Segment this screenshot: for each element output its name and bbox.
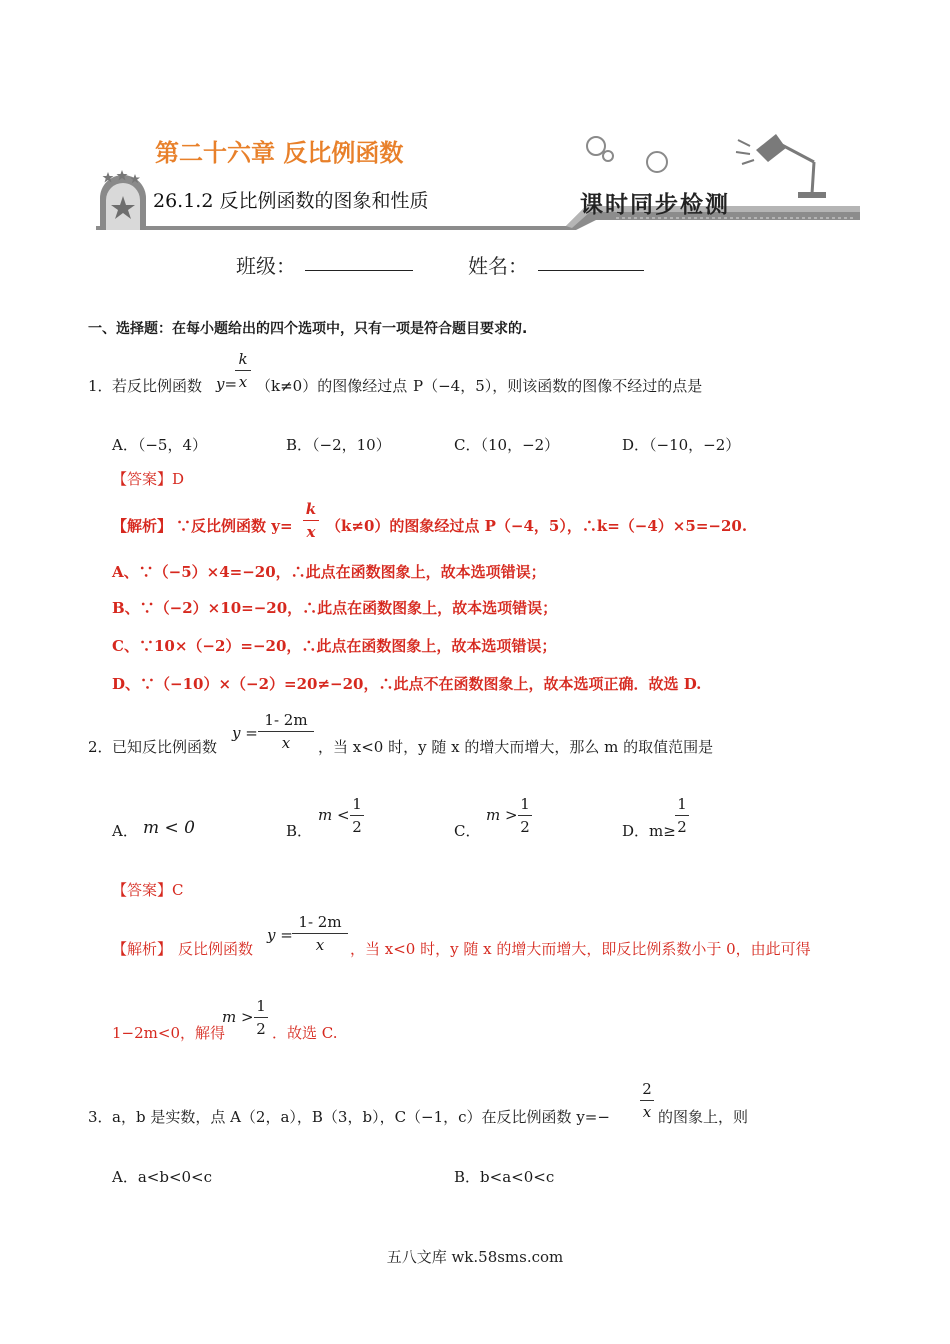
q2-option-d-frac-den: 2 xyxy=(677,818,687,836)
q2-option-c-fraction xyxy=(518,795,532,836)
q3-text: a，b 是实数，点 A（2，a），B（3，b），C（−1，c）在反比例函数 y=− xyxy=(112,1108,610,1126)
q1-analysis-label: 【解析】 xyxy=(112,517,173,535)
q2-analysis-y: y = xyxy=(267,926,293,944)
q2-option-b-expr[interactable]: m < xyxy=(318,806,350,824)
q2-analysis-half xyxy=(254,997,268,1038)
q1-option-d[interactable]: D．（−10，−2） xyxy=(622,436,741,454)
q1-option-c[interactable]: C．（10，−2） xyxy=(454,436,560,454)
q1-option-b[interactable]: B．（−2，10） xyxy=(286,436,391,454)
q2-y: y = xyxy=(232,724,258,742)
q3-frac-den: x xyxy=(642,1103,652,1121)
q2-option-c-expr[interactable]: m > xyxy=(486,806,518,824)
q3-number: 3． xyxy=(88,1108,113,1126)
q1-point: P（−4，5），则该函数的图像不经过的点是 xyxy=(413,377,703,395)
q1-analysis-line-b: B、∵（−2）×10=−20，∴此点在函数图象上，故本选项错误； xyxy=(112,599,558,617)
q1-frac-num: k xyxy=(238,350,248,368)
q2-analysis-prefix: 反比例函数 xyxy=(178,940,254,958)
q1-fraction xyxy=(235,350,251,391)
q3-option-a[interactable]: A．a<b<0<c xyxy=(112,1168,213,1186)
chapter-title: 第二十六章 反比例函数 xyxy=(155,139,404,167)
q1-analysis-frac-den: x xyxy=(306,523,316,541)
q2-option-b-frac-num: 1 xyxy=(352,795,362,813)
q1-option-a[interactable]: A．（−5，4） xyxy=(112,436,207,454)
q2-frac-num: 1- 2m xyxy=(264,711,308,729)
q1-answer: 【答案】D xyxy=(112,470,185,488)
q1-analysis-text: （k≠0）的图象经过点 P（−4，5），∴k=（−4）×5=−20. xyxy=(326,517,748,535)
q2-answer: 【答案】C xyxy=(112,881,184,899)
footer-watermark: 五八文库 wk.58sms.com xyxy=(386,1248,564,1266)
q3-fraction xyxy=(640,1080,654,1121)
q1-analysis-line-c: C、∵10×（−2）=−20，∴此点在函数图象上，故本选项错误； xyxy=(112,637,557,655)
q2-option-c-frac-den: 2 xyxy=(520,818,530,836)
q2-text: ，当 x<0 时，y 随 x 的增大而增大，那么 m 的取值范围是 xyxy=(318,738,714,756)
q2-analysis-text: ，当 x<0 时，y 随 x 的增大而增大，即反比例系数小于 0，由此可得 xyxy=(350,940,811,958)
q2-option-b-label[interactable]: B． xyxy=(286,822,313,840)
q1-number: 1． xyxy=(88,377,113,395)
q2-prefix: 已知反比例函数 xyxy=(112,738,218,756)
q3-frac-num: 2 xyxy=(642,1080,652,1098)
q2-option-b-fraction xyxy=(350,795,364,836)
section-title: 26.1.2 反比例函数的图象和性质 xyxy=(153,190,429,212)
part-heading: 一、选择题：在每小题给出的四个选项中，只有一项是符合题目要求的. xyxy=(88,321,528,337)
small-stars-icon xyxy=(102,170,142,188)
q2-analysis-frac-num: 1- 2m xyxy=(298,913,342,931)
q2-option-c-frac-num: 1 xyxy=(520,795,530,813)
q1-condition: （k≠0）的图像经过点 xyxy=(256,377,408,395)
sync-title: 课时同步检测 xyxy=(580,191,730,218)
q2-option-a-expr[interactable]: m < 0 xyxy=(143,818,195,838)
q2-analysis-m: m > xyxy=(222,1008,254,1026)
q2-option-d-frac-num: 1 xyxy=(677,795,687,813)
q1-analysis-frac-num: k xyxy=(305,500,317,518)
q2-number: 2． xyxy=(88,738,113,756)
q2-analysis-conclusion: ．故选 C. xyxy=(272,1024,338,1042)
q1-analysis-line-d: D、∵（−10）×（−2）=20≠−20，∴此点不在函数图象上，故本选项正确．故选 D. xyxy=(112,675,702,693)
q2-option-d-label[interactable]: D．m≥ xyxy=(622,822,676,840)
q2-analysis-label: 【解析】 xyxy=(112,940,173,958)
q1-analysis-fraction xyxy=(303,500,319,541)
q1-analysis-prefix: ∵反比例函数 y= xyxy=(176,517,293,535)
q1-frac-den: x xyxy=(238,373,248,391)
q2-frac-den: x xyxy=(281,734,291,752)
q2-analysis-frac-den: x xyxy=(315,936,325,954)
desk-lamp-icon xyxy=(732,126,842,208)
class-field[interactable] xyxy=(305,270,413,271)
q2-analysis-line2: 1−2m<0，解得 xyxy=(112,1024,225,1042)
q2-analysis-fraction xyxy=(292,913,348,954)
q2-option-b-frac-den: 2 xyxy=(352,818,362,836)
bubbles-decoration-icon xyxy=(582,134,672,180)
q2-analysis-half-den: 2 xyxy=(256,1020,266,1038)
class-label: 班级： xyxy=(236,254,296,278)
q2-analysis-half-num: 1 xyxy=(256,997,266,1015)
q2-option-c-label[interactable]: C． xyxy=(454,822,481,840)
q3-option-b[interactable]: B．b<a<0<c xyxy=(454,1168,555,1186)
q2-option-d-fraction xyxy=(675,795,689,836)
q1-analysis-line-a: A、∵（−5）×4=−20，∴此点在函数图象上，故本选项错误； xyxy=(112,563,546,581)
q3-post: 的图象上，则 xyxy=(658,1108,749,1126)
q2-fraction xyxy=(258,711,314,752)
q1-prefix: 若反比例函数 xyxy=(112,377,203,395)
q2-option-a-label[interactable]: A． xyxy=(112,822,138,840)
name-label: 姓名： xyxy=(468,254,528,278)
q1-y: y= xyxy=(216,375,238,393)
name-field[interactable] xyxy=(538,270,644,271)
